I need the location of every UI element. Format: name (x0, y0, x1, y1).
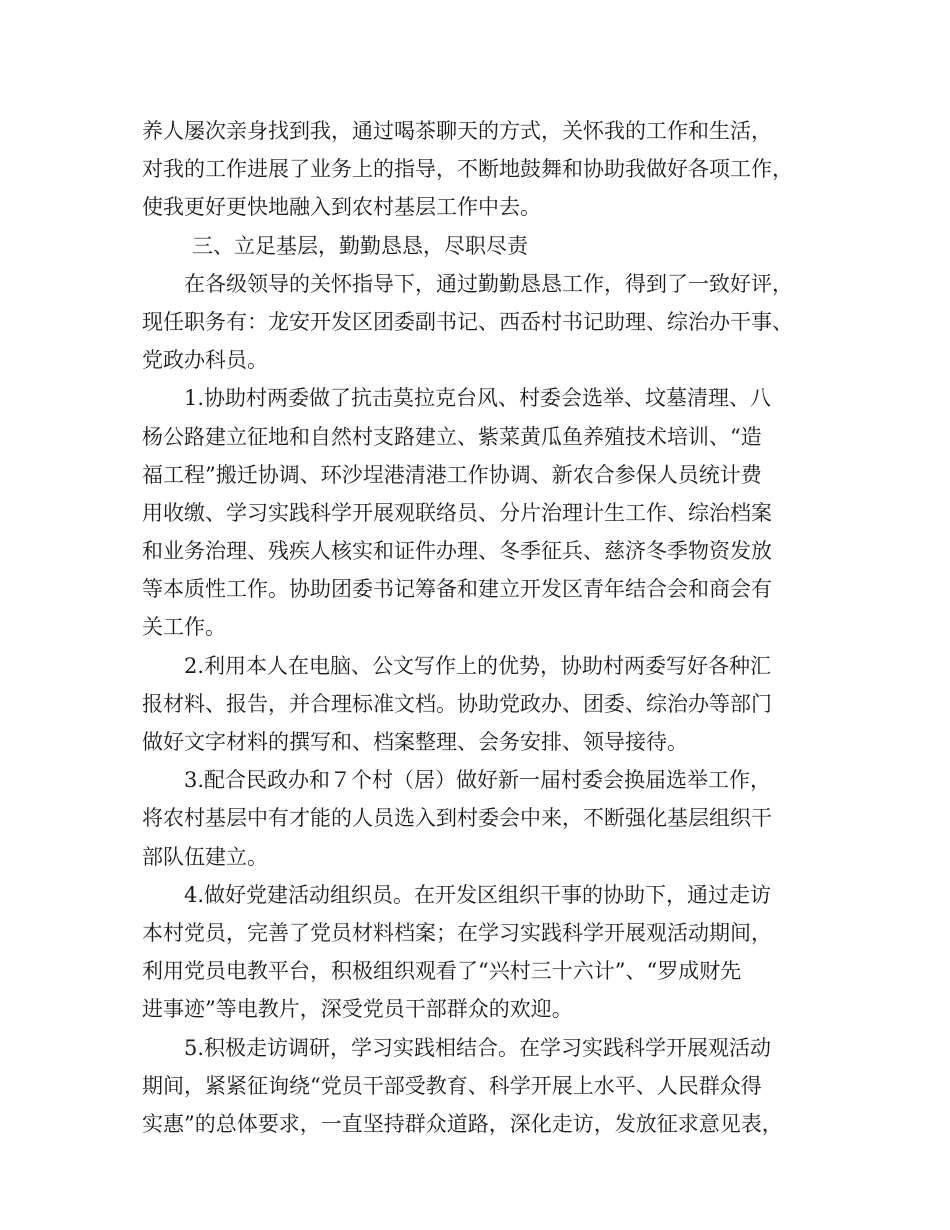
text-line: 杨公路建立征地和自然村支路建立、紫菜黄瓜鱼养殖技术培训、“造 (142, 424, 762, 449)
text-line: 福工程”搬迁协调、环沙埕港清港工作协调、新农合参保人员统计费 (142, 462, 762, 487)
text-line: 和业务治理、残疾人核实和证件办理、冬季征兵、慈济冬季物资发放 (142, 539, 772, 564)
section-heading: 三、立足基层，勤勤恳恳，尽职尽责 (192, 233, 528, 258)
text-line: 进事迹”等电教片，深受党员干部群众的欢迎。 (142, 997, 573, 1022)
text-line: 等本质性工作。协助团委书记筹备和建立开发区青年结合会和商会有 (142, 577, 772, 602)
list-item-4: 4.做好党建活动组织员。在开发区组织干事的协助下，通过走访 (184, 882, 772, 907)
list-item-2: 2.利用本人在电脑、公文写作上的优势，协助村两委写好各种汇 (184, 653, 772, 678)
text-line: 养人屡次亲身找到我，通过喝茶聊天的方式，关怀我的工作和生活， (142, 119, 772, 143)
text-line: 实惠”的总体要求，一直坚持群众道路，深化走访，发放征求意见表， (142, 1111, 783, 1136)
text-line: 报材料、报告，并合理标准文档。协助党政办、团委、综治办等部门 (142, 691, 772, 716)
document-body (142, 112, 832, 1143)
text-line: 现任职务有：龙安开发区团委副书记、西岙村书记助理、综治办干事、 (142, 309, 793, 334)
text-line: 对我的工作进展了业务上的指导，不断地鼓舞和协助我做好各项工作， (142, 157, 793, 182)
text-line: 期间，紧紧征询绕“党员干部受教育、科学开展上水平、人民群众得 (142, 1073, 762, 1098)
text-line: 部队伍建立。 (142, 844, 268, 869)
text-line: 用收缴、学习实践科学开展观联络员、分片治理计生工作、综治档案 (142, 500, 772, 525)
text-line: 本村党员，完善了党员材料档案；在学习实践科学开展观活动期间， (142, 920, 772, 945)
list-item-1: 1.协助村两委做了抗击莫拉克台风、村委会选举、坟墓清理、八 (184, 386, 772, 411)
list-item-5: 5.积极走访调研，学习实践相结合。在学习实践科学开展观活动 (184, 1035, 772, 1060)
text-line: 做好文字材料的撰写和、档案整理、会务安排、领导接待。 (142, 730, 688, 754)
paragraph-start: 在各级领导的关怀指导下，通过勤勤恳恳工作，得到了一致好评， (184, 271, 793, 296)
text-line: 利用党员电教平台，积极组织观看了“兴村三十六计”、“罗成财先 (142, 959, 742, 984)
text-line: 关工作。 (142, 615, 226, 640)
text-line: 将农村基层中有才能的人员选入到村委会中来，不断强化基层组织干 (142, 806, 772, 831)
list-item-3: 3.配合民政办和７个村（居）做好新一届村委会换届选举工作， (184, 768, 772, 793)
text-line: 党政办科员。 (142, 348, 268, 373)
text-line: 使我更好更快地融入到农村基层工作中去。 (142, 195, 541, 220)
